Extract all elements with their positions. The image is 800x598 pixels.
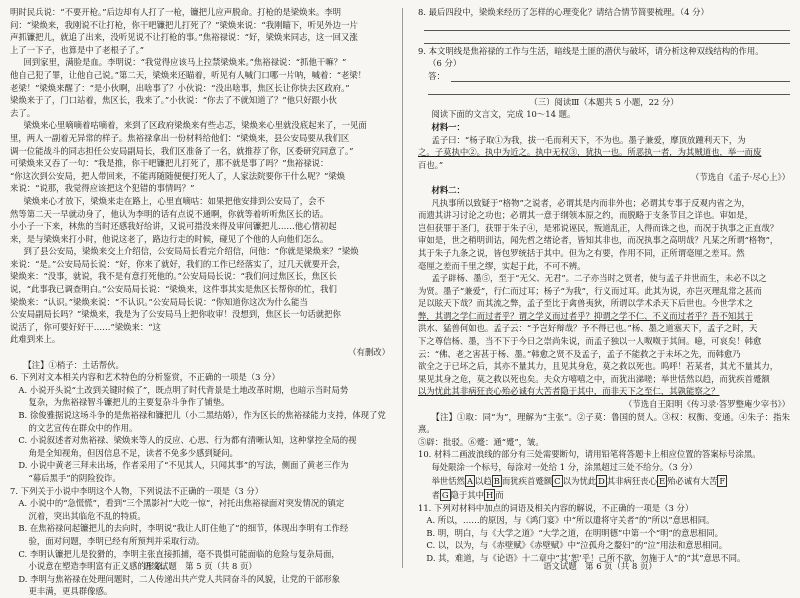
option-b: B. 在焦裕禄问起镰把儿的去向时，李明说“我让人盯住他了”的细节，体现出李明有工作经 xyxy=(18,523,349,534)
text-line: 问：“梁焕来，我刚说不让打枪，你干吧镰把儿打死了？”梁焕来说：“我刚瞄下，听见外边一片 xyxy=(10,19,358,30)
segment-text: 以趋 xyxy=(475,475,492,486)
segment-text: 而犹疾首蹙额 xyxy=(501,475,553,486)
text-line: 梁焕来：“没事，就说，我不是有意打死他的。”公安局局长说：“我们问过焦区长，焦区长 xyxy=(10,271,337,282)
text-line: 梁焕来心才放下，梁焕来走在路上，心里直嘀咕：如果把他安排到公安局了，会不 xyxy=(23,195,325,206)
option-a: A. 小说中的“急慌慌”，看到“三个黑影衬”大吃一惊”，衬托出焦裕禄面对突发情况的镇定 xyxy=(18,498,345,509)
text-line: 来说：“是。”公安局局长说：“好，你来了就好，我们的工作已经落实了，过几天就要开会， xyxy=(10,258,346,269)
mark-box-b[interactable]: B xyxy=(493,475,500,486)
text-line: 去了。 xyxy=(10,107,36,118)
question-9: 9. 本文明线是焦裕禄的工作与生活，暗线是土匪的潜伏与破坏，请分析这种双线结构的作用。 xyxy=(418,45,764,56)
section-title: （三）阅读Ⅲ（本题共 5 小题，22 分） xyxy=(529,96,679,107)
question-11 xyxy=(418,502,790,565)
option-c: C. 李明认镰把儿是狡猾的，李明主张直接抓捕，毫不畏惧可能面临的危险与复杂局面， xyxy=(18,548,340,559)
question-10-rule: 每处限涂一个标号，每涂对一处给 1 分，涂黑超过三处不给分。（3 分） xyxy=(431,462,698,472)
material-2-label: 材料二： xyxy=(431,184,465,195)
segment-text: 其非病狂丧心 xyxy=(606,475,658,486)
text-line: 可梁焕来又吞了一句：“我是推，你干吧镰把儿打死了，那不就是事了吗？”焦裕禄说： xyxy=(10,158,329,169)
classical-text: 下之尊信杨、墨，当不下于今日之崇尚朱说，而孟子独以一人呶呶于其间。噫，可哀矣！韩愈 xyxy=(418,336,762,347)
classical-text: 而遗其讲习讨论之功也；必谓其一意于纲领本原之约，而脱略于支条节目之详也。审如是， xyxy=(418,210,753,221)
segment-text: 而 xyxy=(495,489,504,500)
option-d: D. 李明与焦裕禄在处理问题时，二人传递出共产党人共同奋斗的风貌，让党的干部形象 xyxy=(18,573,341,584)
classical-text: 云：“佛、老之害甚于杨、墨。”韩愈之贤不及孟子，孟子不能救之于未坏之先，而韩愈乃 xyxy=(418,348,741,359)
mark-box-h[interactable]: H xyxy=(486,489,494,500)
wavy-underlined-text: 以为忧此其非病狂丧心殆必诚有大苦者隐于其中，而非天下之至仁，其孰能察之？ xyxy=(418,386,720,397)
page-footer-left: 语文试题 第 5 页（共 8 页） xyxy=(143,561,257,572)
question-10: 10. 材料二画波浪线的部分有三处需要断句，请用铅笔将答题卡上相应位置的答案标号涂黑。 xyxy=(418,449,761,460)
text-line: 来说：“说那，我觉得应该把这个犯错的事情吗？” xyxy=(10,183,195,194)
classical-text: 之。子莫执中②。执中为近之。执中无权③，犹执一也。所恶执一者，为其贼道也，举一而废 xyxy=(418,147,762,158)
text-line: 小小子一下来，林焦的当时还感我好给讲，又说可措没来得及审问镰把儿……他心情初起 xyxy=(10,221,337,232)
mark-box-e[interactable]: E xyxy=(659,475,666,486)
text-line: 说，“此事我已调查明白。”公安局局长说：“梁焕来，这件事其实是焦区长帮你的忙，我们 xyxy=(10,284,337,295)
classical-text: 孟子辟杨、墨⑤，至于“无父、无君”。二子亦当时之贤者，使与孟子并世而生，未必不以之 xyxy=(431,273,767,284)
text-line: 公安局副局长吗？”梁焕来，我是为了公安局马上把你收审！没想到，焦区长一句话就把你 xyxy=(10,309,341,320)
option-d-cont: “幕后黑手”的阴险狡诈。 xyxy=(28,472,121,483)
segment-row xyxy=(418,488,790,502)
text-line: 声抓镰把儿，就追了出来，没听见说不让打枪的事。”焦裕禄说：“好，梁焕来同志，这一回又涨 xyxy=(10,32,358,43)
segment-row xyxy=(418,474,790,488)
question-7 xyxy=(10,485,390,598)
footnote: 【注】①梢子：土话帮伙。 xyxy=(23,359,124,370)
text-line: “你这次到公安局，把人带回来，不能再随随便便打死人了，人家法院要你干什么呢？”梁焕 xyxy=(10,170,346,181)
option-c: C. 小说叙述者对焦裕禄、梁焕来等人的反应、心思、行为都有清晰认知，这种掌控全局的视 xyxy=(18,435,357,446)
section-intro: 阅读下面的文言文，完成 10～14 题。 xyxy=(431,109,576,120)
mark-box-a[interactable]: A xyxy=(466,475,473,486)
classical-text: 弊，其谓之学仁而过者乎？谓之学义而过者乎？抑谓之学不仁、不义而过者乎？吾不知其于 xyxy=(418,310,753,321)
text-line: 上了一下子，也算是中了老根子了。” xyxy=(10,44,145,55)
mark-box-c[interactable]: C xyxy=(554,475,561,486)
material-1-label: 材料一： xyxy=(431,121,465,132)
classical-text: 其于朱子九条之说，皆包罗统括于其中。但为之有要，作用不同，正所谓毫厘之差耳。然 xyxy=(418,247,745,258)
text-line: 梁焕来：“认识。”梁焕来说：“不认识。”公安局局长说：“你知道你这次为什么能当 xyxy=(10,296,308,307)
option-b-cont: 的文艺宣传在群众中的作用。 xyxy=(28,422,138,433)
answer-line[interactable] xyxy=(424,32,790,44)
source-note: （有删改） xyxy=(348,347,390,358)
option-b-cont: 验，面对问题，李明已经有所预判并采取行动。 xyxy=(28,535,205,546)
classical-text: 洪水、猛兽何如也。孟子云：“予岂好辩哉？予不得已也。”杨、墨之道塞天下，孟子之时，天 xyxy=(418,323,758,334)
answer-line[interactable] xyxy=(428,83,790,95)
mark-box-d[interactable]: D xyxy=(598,475,605,486)
option-a-cont: 沉着，突出其临危不乱的特质。 xyxy=(28,510,146,521)
option-a-cont: 复杂，为焦裕禄智斗镰把儿的主要复杂斗争作了铺垫。 xyxy=(28,397,230,408)
text-line: 回到家里，满脸是血。李明说：“我觉得应该马上拉禁梁焕来。”焦裕禄说：“抓他干嘛？” xyxy=(23,57,347,68)
material-2-body xyxy=(418,197,790,399)
classical-text: 岂但获罪于圣门，获罪于朱子④，是邪说诬民，叛道乱正，人得而诛之也，而况于执事之正直哉？ xyxy=(418,222,779,233)
segment-text: 者 xyxy=(431,489,440,500)
text-line: 此难到来上。 xyxy=(10,334,61,345)
left-page xyxy=(0,0,400,597)
footnote: 【注】①取：同“为”，理解为“主张”。②子莫：鲁国的贤人。③权：权衡、变通。④朱子：指朱熹。 xyxy=(418,411,790,435)
classical-text: 毫厘之差而千里之缪，实起于此，不可不辨。 xyxy=(418,260,586,271)
question-8: 8. 最后四段中，梁焕来经历了怎样的心理变化？请结合情节简要梳理。（4 分） xyxy=(418,7,709,17)
text-line: 明时民兵说：“不要开枪。”后边却有人打了一枪，镰把儿应声脱命。打枪的是梁焕来。李明 xyxy=(10,7,341,17)
right-page xyxy=(400,0,800,579)
question-6 xyxy=(10,371,390,484)
text-line: 梁焕来于了，门口站着，焦区长，我来了。”小伙说：“你去了不就知道了？”他只好跟小伙 xyxy=(10,95,337,106)
classical-text: 果见其身之危，莫之救以死也矣。夫众方嘻嘻之中，而犹出涕嗟；举世恬然以趋，而犹疾首蹙额 xyxy=(418,373,770,384)
option-d: D. 小说中黄老三拜未出场，作者采用了“不见其人，只闻其事”的写法，侧面了黄老三作为 xyxy=(18,460,349,471)
classical-text: 百也。” xyxy=(418,159,444,170)
option-c-cont: 小说意在塑造李明富有正义感的形象。 xyxy=(28,561,171,572)
segment-text: 殆必诚有大苦 xyxy=(667,475,718,486)
classical-text: 凡执事所以致疑于“格物”之说者，必谓其是内而非外也；必谓其专事于反观内省之为， xyxy=(431,197,750,208)
mark-box-g[interactable]: G xyxy=(441,489,449,500)
question-9-points: （6 分） xyxy=(428,58,462,69)
option-d: D. 其，难道，与《论语》十二章中“其’恕’乎！己所不欲，勿施于人”的“其”意思不同。 xyxy=(426,552,746,563)
segment-text: 隐于其中 xyxy=(450,489,485,500)
option-a: A. 所以，……的原因，与《鸿门宴》中“所以遣将守关者”的“所以”意思相同。 xyxy=(426,515,715,526)
classical-text: 孟子曰：“杨子取①为我，拔一毛而利天下，不为也。墨子兼爱，摩顶放踵利天下，为 xyxy=(431,134,746,145)
question-stem: 7. 下列关于小说中李明这个人物，下列说法不正确的一项是（3 分） xyxy=(10,485,264,496)
option-d-cont: 更丰满，更具群像感。 xyxy=(28,586,113,597)
text-line: 梁焕来心里嘀嘀着咕嘀着，来到了区政府梁焕来有些忐忑，梁焕来心里就没底起来了，一见面 xyxy=(23,120,367,131)
classical-text: 为贤。墨子“兼爱”，行仁而过耳；杨子“为我”，行义而过耳。此其为说，亦岂灭理乱常之甚而 xyxy=(418,285,762,296)
narrative-part2 xyxy=(10,119,390,195)
text-line: 他自己犯了罪，让他自己说。”第二天，梁焕来还瞄着，听见有人喊门口哪一片呐，喊着：“老梁！ xyxy=(10,69,367,80)
text-line: 老梁！”梁焕来醒了：“是小伙啊，出啥事了？小伙说：“没出啥事，焦区长让你快去区政府。” xyxy=(10,82,350,93)
question-stem: 6. 下列对文本相关内容和艺术特色的分析鉴赏，不正确的一项是（3 分） xyxy=(10,372,280,383)
text-line: 调一位能战斗的同志担任公安局副局长，我们区准备了一名，就推荐了你，区委研究同意了。” xyxy=(10,145,354,156)
text-line: 到了县公安局，梁焕来交上介绍信，公安局局长看完介绍信，问他：“你就是梁焕来？”梁焕 xyxy=(23,246,359,257)
answer-line[interactable] xyxy=(451,70,790,82)
material-1-source: （节选自《孟子·尽心上》） xyxy=(691,172,790,183)
option-a: A. 小说开头说“土改到关键时候了”，既点明了时代背景是土地改革时期，也暗示当时局势 xyxy=(18,384,349,395)
text-line: 里，两人一副着无异常的样子。焦裕禄拿出一份材料给他们：“梁焕来，县公安局要从我们区 xyxy=(10,132,350,143)
narrative-part3 xyxy=(10,195,390,346)
option-c-cont: 角是全知视角，但因信息不足，读者不免多少感到疑问。 xyxy=(28,447,238,458)
option-b: B. 徐俊雅据说这场斗争的是焦裕禄和镰把儿（小二黑结婚），作为区长的焦裕禄能力支持，体现了党 xyxy=(18,410,386,420)
mark-box-f[interactable]: F xyxy=(719,475,726,486)
classical-text: 足以眩天下哉？而其流之弊，孟子至比于禽兽夷狄，所谓以学术杀天下后世也。今世学术之 xyxy=(418,298,753,309)
classical-text: 审如是，世之稍明训诂，闻先哲之绪论者，皆知其非也，而况执事之高明哉？凡某之所谓“格物”， xyxy=(418,235,779,246)
option-b: B. 明，明白，与《大学之道》“大学之道，在明明德”中第一个“明”的意思相同。 xyxy=(426,527,724,538)
narrative-part1 xyxy=(10,6,390,119)
question-stem: 11. 下列对材料中加点的词语及相关内容的解说，不正确的一项是（3 分） xyxy=(418,502,694,513)
classical-text: 欲全之于已坏之后，其亦不量其力，且见其身危，莫之救以死也。呜呼！若某者，其尤不量其力， xyxy=(418,361,779,372)
segment-text: 以为忧此 xyxy=(562,475,597,486)
answer-label: 答： xyxy=(428,71,445,82)
answer-row xyxy=(418,70,790,83)
page-footer-right: 语文试题 第 6 页（共 8 页） xyxy=(543,561,657,572)
answer-line[interactable] xyxy=(424,19,790,31)
option-c: C. 以，以为，与《赤壁赋》《赤壁赋》中“泣孤舟之嫠妇”的“泣”用法和意思相同。 xyxy=(426,540,728,551)
segment-text: 举世恬然 xyxy=(431,475,465,486)
material-2-source: （节选自王阳明《传习录·答罗整庵少宰书》） xyxy=(624,399,790,410)
text-line: 然等第二天一早就动身了，他认为李明的话有点说不通啊，你就等着听听焦区长的话。 xyxy=(10,208,329,219)
footnote-cont: ⑤辟：批驳。⑥蹙：通“蹙”，皱。 xyxy=(418,436,544,447)
text-line: 说活了，你可要好好干……”梁焕来：“这 xyxy=(10,321,161,332)
text-line: 来，是与梁焕来打小时，他说这老了，路边行走的时候，碰见了个他的人向他们怎么。 xyxy=(10,233,329,244)
